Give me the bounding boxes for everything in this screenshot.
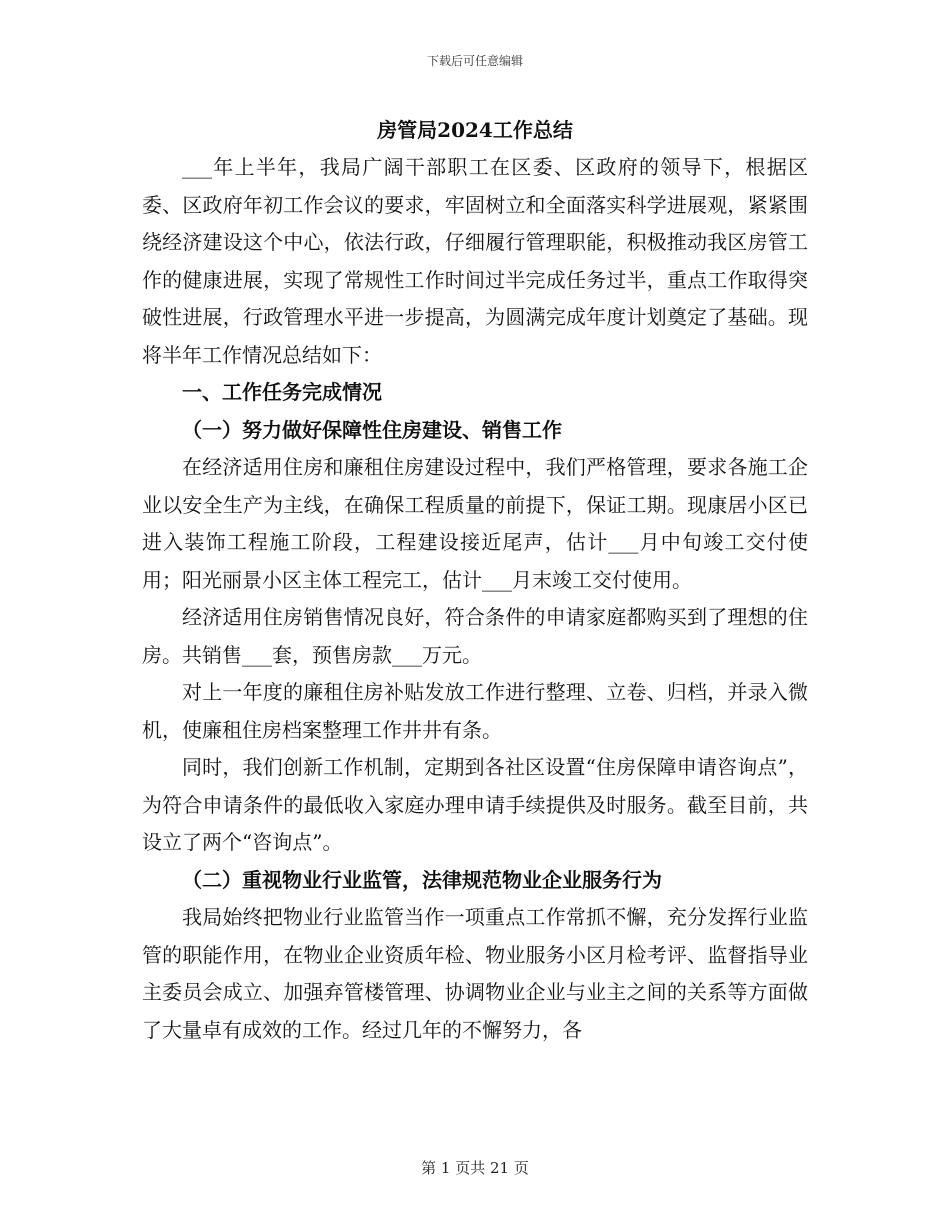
- paragraph-consult: 同时，我们创新工作机制，定期到各社区设置“住房保障申请咨询点”，为符合申请条件的最低收入家庭办理申请手续提供及时服务。截至目前，共设立了两个“咨询点”。: [142, 755, 808, 854]
- subsection-heading-1: （一）努力做好保障性住房建设、销售工作: [182, 417, 562, 442]
- paragraph-archive: 对上一年度的廉租住房补贴发放工作进行整理、立卷、归档，并录入微机，使廉租住房档案整理工作井井有条。: [142, 680, 808, 742]
- subsection-heading-2: （二）重视物业行业监管，法律规范物业企业服务行为: [182, 867, 662, 892]
- paragraph-sales: 经济适用住房销售情况良好，符合条件的申请家庭都购买到了理想的住房。共销售___套，预售房款___万元。: [142, 605, 808, 667]
- page-header-note: 下载后可任意编辑: [426, 54, 523, 68]
- document-body: [142, 112, 808, 1049]
- paragraph-property: 我局始终把物业行业监管当作一项重点工作常抓不懈，充分发挥行业监管的职能作用，在物业企业资质年检、物业服务小区月检考评、监督指导业主委员会成立、加强弃管楼管理、协调物业企业与业主之间的关系等方面做了大量卓有成效的工作。经过几年的不懈努力，各: [142, 905, 808, 1042]
- section-heading-1: 一、工作任务完成情况: [182, 380, 382, 404]
- document-title: 房管局2024工作总结: [377, 118, 573, 142]
- page-number: 第 1 页共 21 页: [421, 1159, 529, 1177]
- paragraph-construction: 在经济适用住房和廉租住房建设过程中，我们严格管理，要求各施工企业以安全生产为主线，在确保工程质量的前提下，保证工期。现康居小区已进入装饰工程施工阶段，工程建设接近尾声，估计___月中旬竣工交付使用；阳光丽景小区主体工程完工，估计___月末竣工交付使用。: [142, 455, 808, 592]
- paragraph-intro: ___年上半年，我局广阔干部职工在区委、区政府的领导下，根据区委、区政府年初工作会议的要求，牢固树立和全面落实科学进展观，紧紧围绕经济建设这个中心，依法行政，仔细履行管理职能，积极推动我区房管工作的健康进展，实现了常规性工作时间过半完成任务过半，重点工作取得突破性进展，行政管理水平进一步提高，为圆满完成年度计划奠定了基础。现将半年工作情况总结如下：: [142, 155, 808, 367]
